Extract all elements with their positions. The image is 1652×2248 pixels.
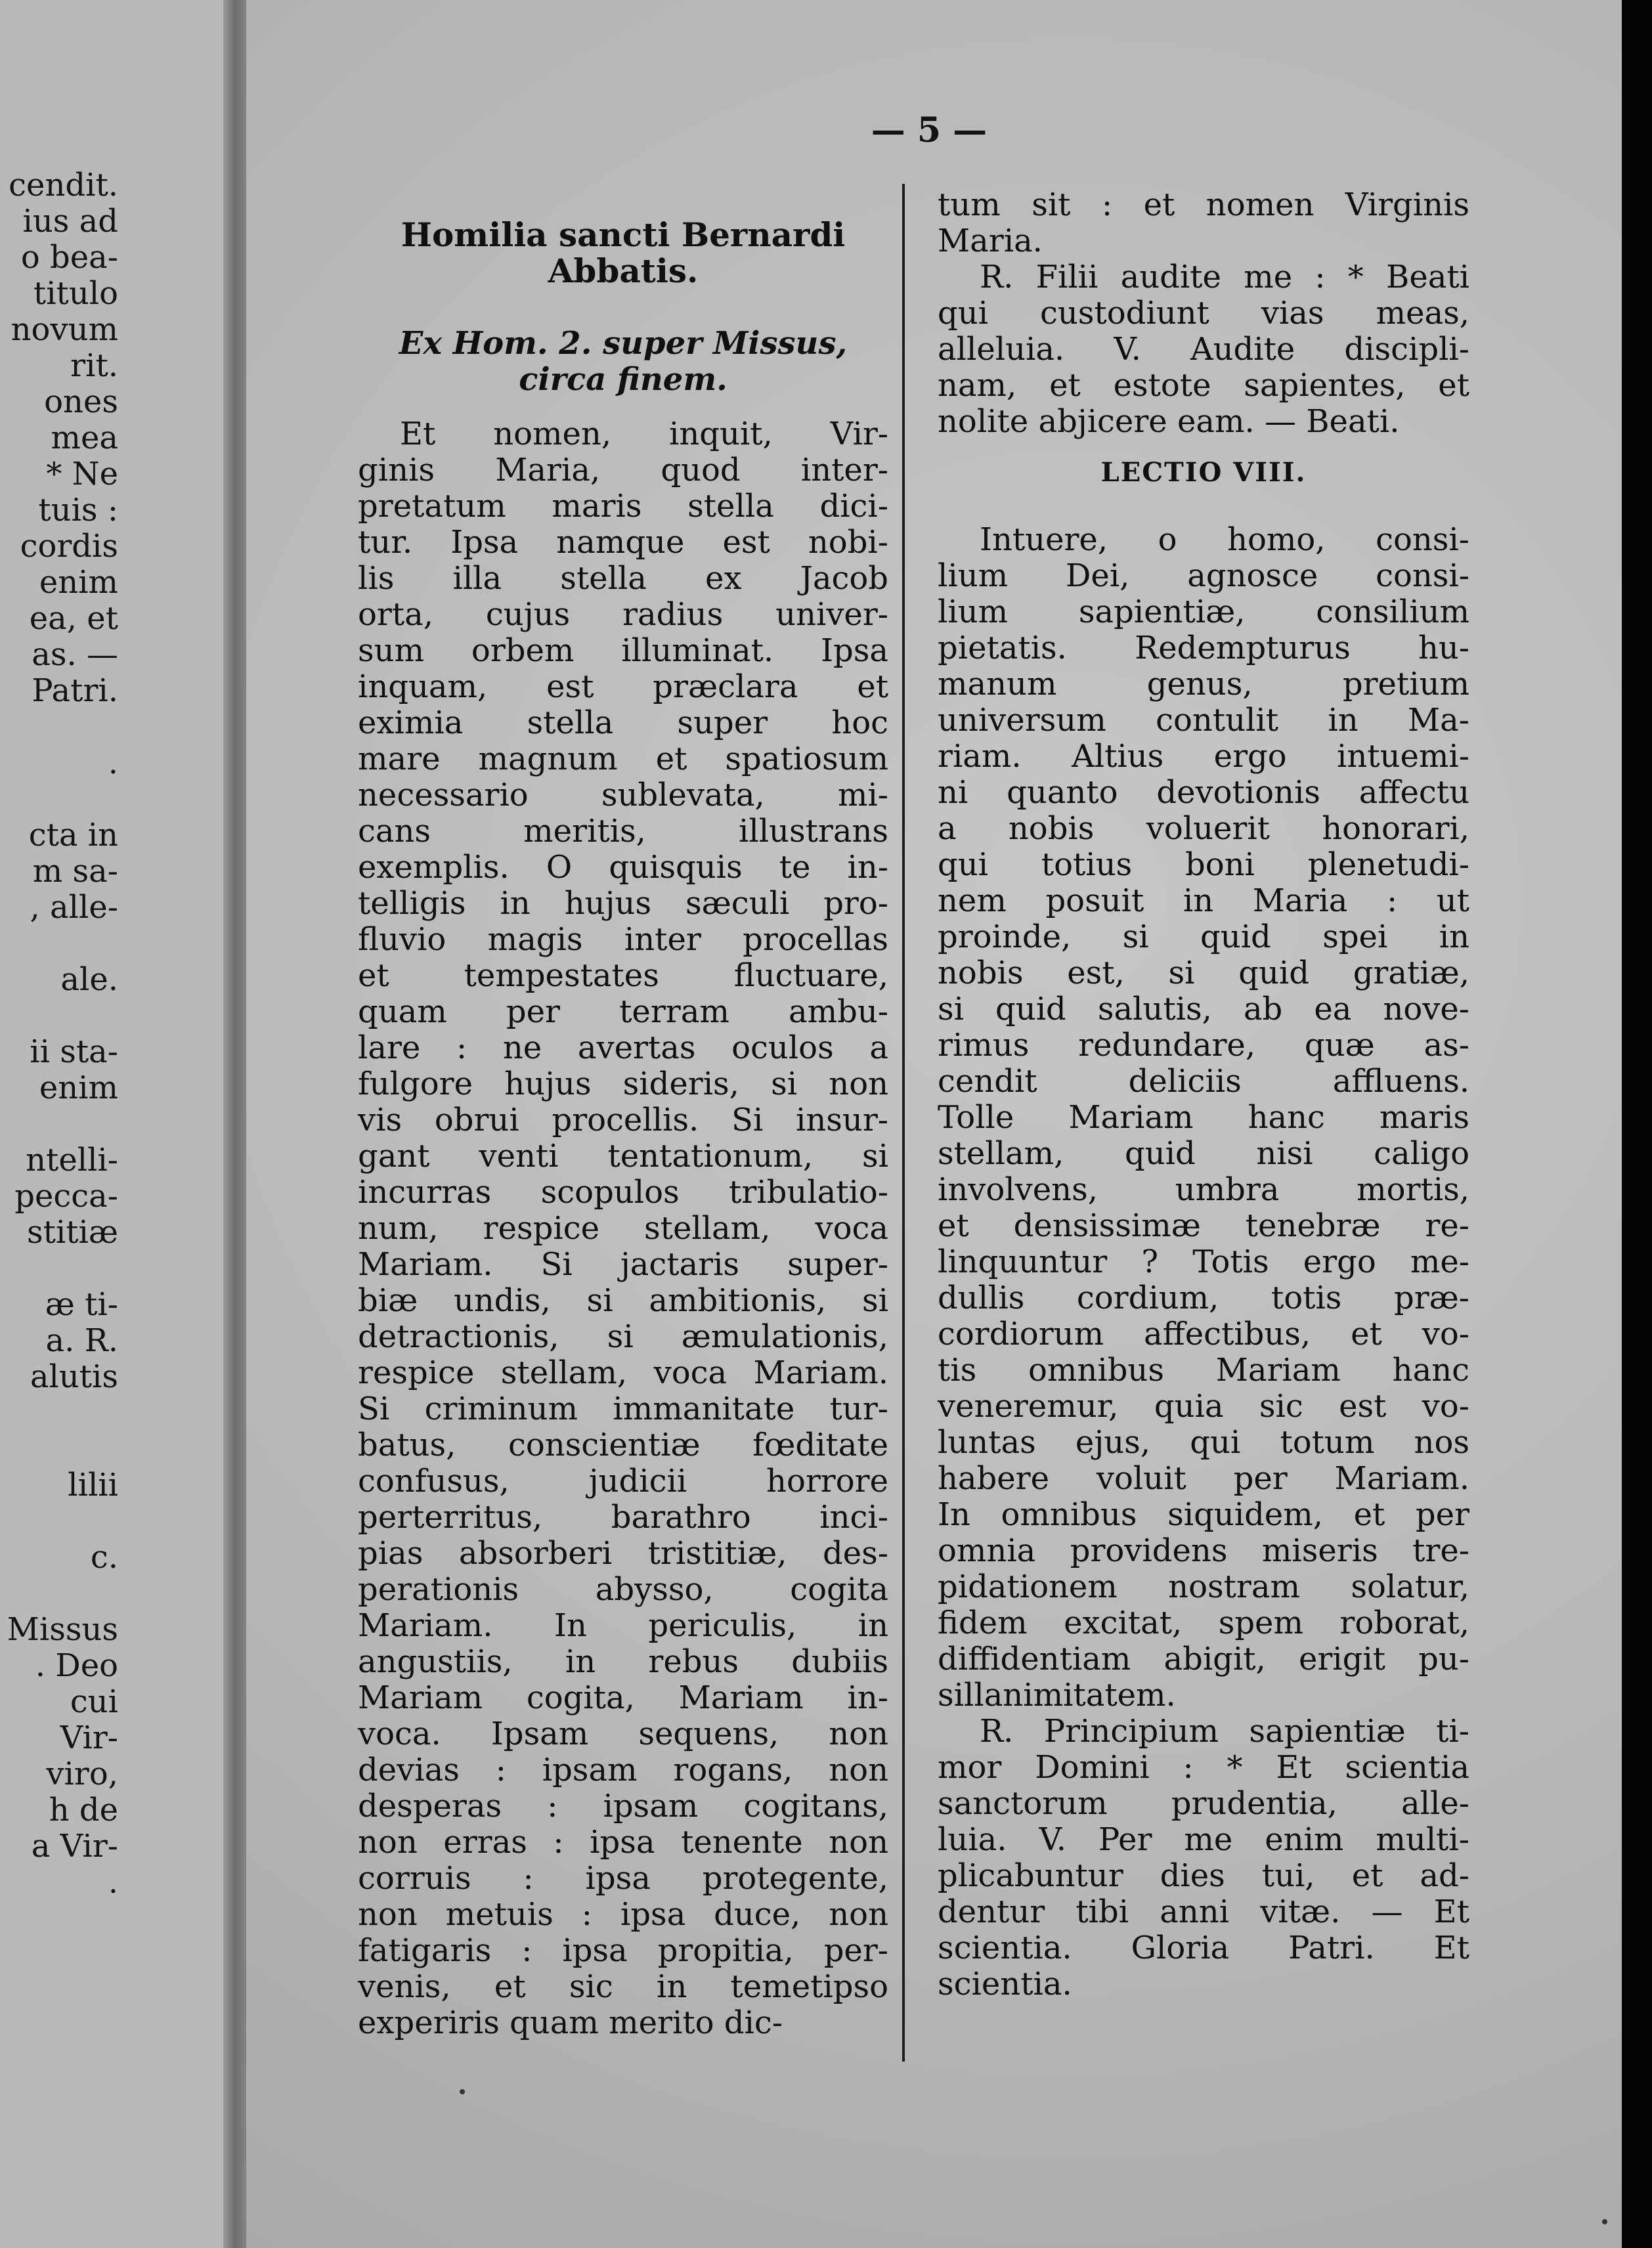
lectio-line: a nobis voluerit honorari, — [938, 810, 1469, 847]
left-column — [358, 217, 888, 2041]
lectio-line: nobis est, si quid gratiæ, — [938, 955, 1469, 991]
left-page-fragment-line: cta in — [28, 817, 118, 854]
homily-line: exemplis. O quisquis te in- — [358, 849, 888, 886]
lectio-line: stellam, quid nisi caligo — [938, 1135, 1469, 1172]
homily-line: telligis in hujus sæculi pro- — [358, 885, 888, 922]
responsory-eight — [938, 1714, 1469, 2002]
left-page-fragment-line: novum — [11, 311, 118, 348]
lectio-body — [938, 522, 1469, 1714]
homily-body — [358, 416, 888, 2041]
lectio-line: cordiorum affectibus, et vo- — [938, 1316, 1469, 1352]
homily-line: experiris quam merito dic- — [358, 2004, 783, 2041]
lectio-line: lium sapientiæ, consilium — [938, 594, 1469, 630]
homily-line: Mariam. Si jactaris super- — [358, 1246, 888, 1283]
homily-line: mare magnum et spatiosum — [358, 741, 888, 777]
left-page-fragment-line — [0, 998, 118, 1034]
lectio-line: In omnibus siquidem, et per — [938, 1496, 1469, 1533]
homily-line: Mariam cogita, Mariam in- — [358, 1679, 888, 1716]
homily-line: perterritus, barathro inci- — [358, 1499, 888, 1536]
lectio-line: ni quanto devotionis affectu — [938, 774, 1469, 811]
lectio-line: diffidentiam abigit, erigit pu- — [938, 1641, 1469, 1677]
left-page-fragment-line: ones — [44, 383, 118, 420]
left-page-fragment-line — [0, 1431, 118, 1467]
homily-line: fatigaris : ipsa propitia, per- — [358, 1932, 888, 1969]
left-page-fragments — [0, 167, 118, 1901]
homily-line: detractionis, si æmulationis, — [358, 1318, 888, 1355]
left-page-fragment-line — [0, 1576, 118, 1612]
left-page-fragment-line: lilii — [68, 1467, 118, 1503]
lectio-line: tis omnibus Mariam hanc — [938, 1352, 1469, 1389]
left-page-fragment-line: ea, et — [29, 600, 118, 637]
homily-line: respice stellam, voca Mariam. — [358, 1354, 888, 1391]
homily-line: necessario sublevata, mi- — [358, 777, 888, 813]
responsory-line: nam, et estote sapientes, et — [938, 367, 1469, 404]
lectio-line: lium Dei, agnosce consi- — [938, 557, 1469, 594]
responsory-line: scientia. Gloria Patri. Et — [938, 1930, 1469, 1966]
homily-source-line-2: circa finem. — [519, 361, 728, 398]
left-page-edge — [0, 0, 230, 2248]
left-page-fragment-line: cui — [70, 1683, 118, 1720]
responsory-line: qui custodiunt vias meas, — [938, 295, 1469, 332]
homily-line: perationis abysso, cogita — [358, 1571, 888, 1608]
lectio-line: fidem excitat, spem roborat, — [938, 1605, 1469, 1641]
lectio-line: omnia providens miseris tre- — [938, 1532, 1469, 1569]
homily-source-line-1: Ex Hom. 2. super Missus, — [399, 325, 848, 362]
page-edge-shadow — [1622, 0, 1652, 2248]
left-page-fragment-line — [0, 1503, 118, 1540]
left-page-fragment-line: ius ad — [22, 203, 118, 240]
left-page-fragment-line: æ ti- — [45, 1286, 118, 1323]
lectio-line: et densissimæ tenebræ re- — [938, 1207, 1469, 1244]
lectio-line: luntas ejus, qui totum nos — [938, 1424, 1469, 1461]
lectio-line: involvens, umbra mortis, — [938, 1171, 1469, 1208]
homily-line: pias absorberi tristitiæ, des- — [358, 1535, 888, 1572]
lectio-line: sillanimitatem. — [938, 1677, 1176, 1714]
left-page-fragment-line — [0, 1251, 118, 1287]
responsory-line: R. Principium sapientiæ ti- — [980, 1713, 1469, 1750]
responsory-line: nolite abjicere eam. — Beati. — [938, 403, 1400, 440]
homily-line: eximia stella super hoc — [358, 704, 888, 741]
homily-line: biæ undis, si ambitionis, si — [358, 1282, 888, 1319]
homily-line: angustiis, in rebus dubiis — [358, 1643, 888, 1680]
homily-line: sum orbem illuminat. Ipsa — [358, 632, 888, 669]
lectio-line: cendit deliciis affluens. — [938, 1063, 1469, 1100]
lectio-line: manum genus, pretium — [938, 666, 1469, 702]
left-page-fragment-line: rit. — [70, 347, 118, 384]
homily-line: vis obrui procellis. Si insur- — [358, 1102, 888, 1138]
ink-speck — [1602, 2219, 1607, 2224]
left-page-fragment-line: . Deo — [35, 1647, 118, 1684]
lectio-line: nem posuit in Maria : ut — [938, 882, 1469, 919]
left-page-fragment-line: Vir- — [60, 1719, 118, 1756]
left-page-fragment-line — [0, 926, 118, 962]
left-page-fragment-line — [0, 1395, 118, 1431]
lectio-line: habere voluit per Mariam. — [938, 1460, 1469, 1497]
homily-line: fulgore hujus sideris, si non — [358, 1066, 888, 1102]
page-number: — 5 — — [871, 110, 988, 150]
homily-line: non erras : ipsa tenente non — [358, 1824, 888, 1861]
left-page-fragment-line: viro, — [46, 1756, 118, 1792]
homily-line: voca. Ipsam sequens, non — [358, 1716, 888, 1752]
responsory-line: luia. V. Per me enim multi- — [938, 1821, 1469, 1858]
homily-line: orta, cujus radius univer- — [358, 596, 888, 633]
homily-line: corruis : ipsa protegente, — [358, 1860, 888, 1897]
homily-line: et tempestates fluctuare, — [358, 957, 888, 994]
responsory-line: plicabuntur dies tui, et ad- — [938, 1857, 1469, 1894]
homily-line: num, respice stellam, voca — [358, 1210, 888, 1247]
right-column — [938, 187, 1469, 2002]
left-page-fragment-line: ale. — [60, 961, 118, 998]
left-page-fragment-line: enim — [39, 564, 118, 601]
left-page-fragment-line: o bea- — [20, 239, 118, 276]
left-page-fragment-line: titulo — [33, 275, 118, 312]
left-page-fragment-line: ii sta- — [30, 1033, 118, 1070]
homily-line: cans meritis, illustrans — [358, 813, 888, 850]
homily-line: ginis Maria, quod inter- — [358, 452, 888, 488]
left-page-fragment-line: enim — [39, 1070, 118, 1106]
left-page-fragment-line: * Ne — [46, 456, 118, 492]
left-page-fragment-line: h de — [49, 1792, 118, 1828]
left-page-fragment-line: a Vir- — [31, 1828, 118, 1865]
left-page-fragment-line: . — [108, 1864, 118, 1901]
homily-line: incurras scopulos tribulatio- — [358, 1174, 888, 1211]
responsory-line: R. Filii audite me : * Beati — [980, 259, 1469, 295]
left-page-fragment-line: ntelli- — [26, 1142, 118, 1178]
responsory-line: dentur tibi anni vitæ. — Et — [938, 1893, 1469, 1930]
homily-line: Si criminum immanitate tur- — [358, 1391, 888, 1427]
left-page-fragment-line: cendit. — [9, 167, 118, 204]
homily-line: quam per terram ambu- — [358, 993, 888, 1030]
lectio-line: dullis cordium, totis præ- — [938, 1280, 1469, 1316]
homily-title-line-2: Abbatis. — [548, 251, 699, 290]
responsory-line: scientia. — [938, 1966, 1072, 2002]
left-page-fragment-line — [0, 781, 118, 817]
responsory-line: mor Domini : * Et scientia — [938, 1749, 1469, 1786]
homily-line: devias : ipsam rogans, non — [358, 1752, 888, 1788]
lectio-line: pidationem nostram solatur, — [938, 1568, 1469, 1605]
left-page-fragment-line: Missus — [7, 1611, 118, 1648]
responsory-line: Maria. — [938, 223, 1043, 259]
homily-line: batus, conscientiæ fœditate — [358, 1427, 888, 1463]
left-page-fragment-line: pecca- — [14, 1178, 118, 1215]
homily-line: inquam, est præclara et — [358, 668, 888, 705]
responsory-line: tum sit : et nomen Virginis — [938, 186, 1469, 223]
left-page-fragment-line: tuis : — [38, 492, 118, 529]
lectio-line: si quid salutis, ab ea nove- — [938, 991, 1469, 1027]
left-page-fragment-line: stitiæ — [26, 1214, 118, 1251]
left-page-fragment-line: m sa- — [32, 853, 118, 890]
lectio-line: riam. Altius ergo intuemi- — [938, 738, 1469, 775]
left-page-fragment-line: Patri. — [32, 672, 118, 709]
homily-line: pretatum maris stella dici- — [358, 488, 888, 525]
left-page-fragment-line: cordis — [20, 528, 118, 565]
homily-title-line-1: Homilia sancti Bernardi — [401, 215, 846, 254]
homily-line: tur. Ipsa namque est nobi- — [358, 524, 888, 561]
lectio-line: universum contulit in Ma- — [938, 702, 1469, 739]
left-page-fragment-line: as. — — [32, 636, 118, 673]
homily-line: lare : ne avertas oculos a — [358, 1029, 888, 1066]
homily-line: confusus, judicii horrore — [358, 1463, 888, 1500]
homily-line: Et nomen, inquit, Vir- — [400, 416, 888, 452]
homily-line: venis, et sic in temetipso — [358, 1968, 888, 2005]
homily-line: fluvio magis inter procellas — [358, 921, 888, 958]
lectio-line: qui totius boni plenetudi- — [938, 846, 1469, 883]
lectio-heading: LECTIO VIII. — [1100, 457, 1307, 488]
homily-line: gant venti tentationum, si — [358, 1138, 888, 1175]
lectio-line: veneremur, quia sic est vo- — [938, 1388, 1469, 1425]
left-page-fragment-line: alutis — [30, 1358, 118, 1395]
left-page-fragment-line — [0, 709, 118, 745]
lectio-line: Intuere, o homo, consi- — [980, 521, 1469, 558]
left-page-fragment-line: c. — [90, 1539, 118, 1576]
responsory-seven — [938, 187, 1469, 440]
lectio-line: proinde, si quid spei in — [938, 919, 1469, 955]
column-divider — [902, 184, 905, 2062]
lectio-line: linquuntur ? Totis ergo me- — [938, 1243, 1469, 1280]
homily-line: lis illa stella ex Jacob — [358, 560, 888, 597]
left-page-fragment-line: . — [108, 745, 118, 781]
lectio-line: Tolle Mariam hanc maris — [938, 1099, 1469, 1136]
responsory-line: sanctorum prudentia, alle- — [938, 1785, 1469, 1822]
left-page-fragment-line: , alle- — [30, 889, 118, 926]
homily-line: desperas : ipsam cogitans, — [358, 1788, 888, 1825]
ink-speck — [460, 2089, 465, 2094]
lectio-line: pietatis. Redempturus hu- — [938, 630, 1469, 666]
left-page-fragment-line — [0, 1106, 118, 1142]
book-gutter — [223, 0, 250, 2248]
homily-line: Mariam. In periculis, in — [358, 1607, 888, 1644]
left-page-fragment-line: mea — [51, 420, 118, 456]
left-page-fragment-line: a. R. — [45, 1322, 118, 1359]
responsory-line: alleluia. V. Audite discipli- — [938, 331, 1469, 368]
homily-line: non metuis : ipsa duce, non — [358, 1896, 888, 1933]
lectio-line: rimus redundare, quæ as- — [938, 1027, 1469, 1064]
